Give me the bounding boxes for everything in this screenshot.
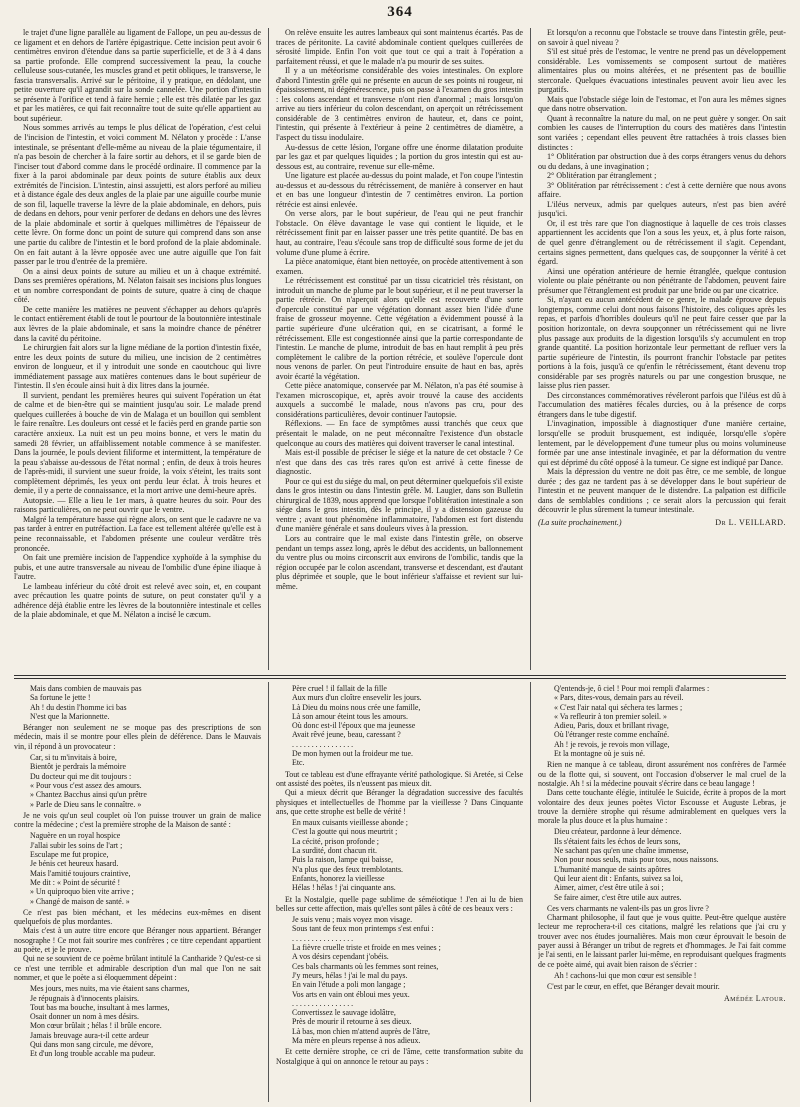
column-separator — [530, 682, 531, 1102]
paragraph: Une ligature est placée au-dessus du point malade, et l'on coupe l'intestin au-dessus et au-dessous du rétrécissement, de manière à conserver en haut et en bas une longueur d'intestin de 7 centimètres environ. La portion rétrécie est ainsi enlevée. — [276, 171, 523, 209]
verse-line: » Un quiproquo bien vite arrive ; — [30, 887, 134, 897]
verse-line: Enfants, honorez la vieillesse — [292, 873, 385, 883]
verse-line: Ces bals charmants où les femmes sont reines, — [292, 961, 439, 971]
verse-line: J'y meurs, hélas ! j'ai le mal du pays. — [292, 970, 408, 980]
paragraph: Qui a mieux décrit que Béranger la dégradation successive des facultés physiques et intellectuelles de l'homme par la vieillesse ? Dans Cinquante ans, que cette strophe est belle de vérité ! — [276, 788, 523, 816]
paragraph: Et la Nostalgie, quelle page sublime de séméiotique ! J'en ai lu de bien belles sur cette affection, mais qu'elles sont pâles à côté de ces beaux vers : — [276, 894, 523, 913]
paragraph: Il y a un météorisme considérable des voies intestinales. On explore d'abord l'intestin grêle qui ne présente en aucun de ses points ni rougeur, ni épaississement, ni dégénérescence, puis on passe à l'examen du gros intestin : les colons ascendant et transverse n'ont rien d'anormal ; mais lorsqu'on arrive au tiers inférieur du colon descendant, on aperçoit un rétrécissement considérable de 3 centimètres environ de hauteur, et, dans ce point, l'intestin, qui présente à l'extérieur à peine 2 centimètres de diamètre, a l'aspect du tissu inodulaire. — [276, 66, 523, 143]
bottom-column-1 — [14, 682, 261, 1102]
top-column-3 — [538, 28, 786, 670]
paragraph: Mais c'est à un autre titre encore que Béranger nous appartient. Béranger nosographe ! Ce mot fait sourire mes confrères ; ce titre cependant appartient au poète, et je le prouve. — [14, 926, 261, 955]
verse-line: Car, si tu m'invitais à boire, — [30, 753, 117, 763]
top-column-2 — [276, 28, 523, 670]
verse-line: » Chantez Bacchus ainsi qu'un prêtre — [30, 790, 147, 800]
paragraph: Réflexions. — En face de symptômes aussi tranchés que ceux que présentait le malade, on ne peut méconnaître l'existence d'un obstacle quelconque au cours des matières qui doivent traverser le canal intestinal. — [276, 419, 523, 448]
verse-line: Qui dans mon sang circule, me dévore, — [30, 1039, 154, 1049]
verse-line: La fièvre cruelle triste et froide en mes veines ; — [292, 943, 441, 953]
verse-block — [554, 684, 786, 758]
verse-line: Adieu, Paris, doux et brillant rivage, — [554, 721, 669, 731]
paragraph: Lors au contraire que le mal existe dans l'intestin grêle, on observe pendant un temps assez long, après le début des accidents, un ballonnement du ventre plus ou moins circonscrit aux environs de l'ombilic, tandis que la région occupée par le colon ascendant, transverse et descendant, est d'autant plus déprimée et souple, que le bout inférieur s'affaisse et revient sur lui-même. — [276, 533, 523, 591]
verse-line: Je répugnais à d'innocents plaisirs. — [30, 993, 140, 1003]
column-separator — [530, 28, 531, 670]
verse-block — [30, 753, 261, 809]
continuation-note: (La suite prochainement.) — [538, 517, 622, 527]
verse-line: Non pour nous seuls, mais pour tous, nous naissons. — [554, 855, 719, 865]
verse-line: Mais l'amitié toujours craintive, — [30, 868, 131, 878]
paragraph: Le rétrécissement est constitué par un tissu cicatriciel très résistant, on introduit un manche de plume par le bout supérieur, et il ne peut traverser la partie rétrécie. On n'aperçoit alors qu'elle est recouverte d'une sorte d'opercule constitué par une végétation donnant assez bien l'idée d'une fraise de grosseur moyenne. Cette végétation a évidemment poussé à la partie supérieure d'une ulcération qui, en se cicatrisant, a formé le rétrécissement. Elle est congestionnée ainsi que la partie correspondante de l'intestin. Le manche de plume, introduit de bas en haut remplit à peu près complètement le calibre de la portion rétrécie, et soulève l'opercule dont nous venons de parler. On peut l'introduire ensuite de haut en bas, après avoir écarté la végétation. — [276, 276, 523, 381]
section-divider — [14, 675, 786, 676]
verse-line: L'humanité manque de saints apôtres — [554, 864, 671, 874]
paragraph: Mais est-il possible de préciser le siége et la nature de cet obstacle ? Ce n'est que dans des cas très rares qu'on est arrivé à cette finesse de diagnostic. — [276, 448, 523, 477]
verse-block — [30, 984, 261, 1058]
paragraph: Il survient, pendant les premières heures qui suivent l'opération un état de calme et de bien-être qui se maintient jusqu'au soir. Le malade prend quelques cuillerées à bouche de vin de Malaga et un bouillon qui semblent le faire renaître. Les douleurs ont cessé et le faciès perd en grande partie son caractère anxieux. La nuit est un peu moins bonne, et vers le matin du samedi 28 février, un affaiblissement notable commence à se manifester. Dans la journée, le pouls devient filiforme et intermittent, la température de la peau s'abaisse au-dessous de l'état normal ; enfin, de deux à trois heures de l'après-midi, il survient une sueur froide, la voix s'éteint, les traits sont complètement déprimés, les yeux ont perdu leur éclat. À trois heures et demie, il y a perte de connaissance, et la mort arrive une demi-heure après. — [14, 390, 261, 496]
verse-line: La cécité, prison profonde ; — [292, 836, 379, 846]
verse-line: Bientôt je perdrais la mémoire — [30, 762, 126, 772]
verse-line: Ne sachant pas qu'en une chaîne immense, — [554, 846, 689, 856]
paragraph: On relève ensuite les autres lambeaux qui sont maintenus écartés. Pas de traces de péritonite. La cavité abdominale contient quelques cuillerées de sérosité limpide. Enfin l'on voit que tout ce qui a trait à l'opération a parfaitement réussi, et que le malade n'a pu mourir de ses suites. — [276, 28, 523, 66]
verse-line: Où donc est-il l'époux que ma jeunesse — [292, 721, 416, 731]
verse-line: Qui leur aient dit : Enfants, suivez sa loi, — [554, 873, 683, 883]
verse-line: Là Dieu du moins nous crée une famille, — [292, 702, 421, 712]
verse-line: Ah ! du destin l'homme ici bas — [30, 702, 127, 712]
verse-line: . . . . . . . . . . . . . . . . — [292, 739, 354, 749]
verse-line: « Va refleurir à ton premier soleil. » — [554, 711, 667, 721]
verse-line: Je bénis cet heureux hasard. — [30, 859, 119, 869]
paragraph: Rien ne manque à ce tableau, diront assurément nos confrères de l'armée ou de la flotte qui, si souvent, ont l'occasion d'observer le mal cruel de la nostalgie. Ah ! si la médecine pouvait s'écrire dans ce beau langage ! — [538, 760, 786, 788]
paragraph: La pièce anatomique, étant bien nettoyée, on procède attentivement à son examen. — [276, 257, 523, 276]
verse-line: Me dit : « Point de sécurité ! — [30, 877, 121, 887]
verse-line: Osait donner un nom à mes désirs. — [30, 1012, 139, 1022]
verse-line: Aimer, aimer, c'est être utile à soi ; — [554, 883, 664, 893]
verse-line: Aux murs d'un cloître ensevelir les jours. — [292, 693, 422, 703]
verse-line: . . . . . . . . . . . . . . . . — [292, 933, 354, 943]
paragraph: le trajet d'une ligne parallèle au ligament de Fallope, un peu au-dessus de ce ligament et en dehors de l'artère épigastrique. Cette incision peut avoir 6 centimètres environ d'étendue dans sa partie superficielle, et de 3 à 4 dans sa partie profonde. Elle comprend successivement la peau, la couche celluleuse sous-cutanée, les muscles grand et petit obliques, le transverse, le fascia transversalis. Arrivé sur le péritoine, il y pratique, en dédolant, une petite ouverture qu'il agrandit sur la sonde cannelée. Une portion d'intestin se présente à l'orifice et tend à faire hernie ; elle est très dilatée par les gaz et par les matières, ce qui fait reconnaître tout de suite qu'elle appartient au bout supérieur. — [14, 28, 261, 123]
verse-line: Mes jours, mes nuits, ma vie étaient sans charmes, — [30, 984, 190, 994]
paragraph: Mais que l'obstacle siége loin de l'estomac, et l'on aura les mêmes signes que dans notre observation. — [538, 94, 786, 114]
paragraph: C'est par le cœur, en effet, que Béranger devait mourir. — [547, 982, 720, 992]
signature-row — [538, 518, 786, 528]
paragraph: Mais la dépression du ventre ne doit pas être, ce me semble, de longue durée ; des gaz ne tardent pas à se développer dans le bout supérieur de l'intestin et ne peuvent manquer de le distendre. La palpation est difficile dans de semblables conditions ; ce serait alors la percussion qui ferait découvrir le plus sûrement la tumeur intestinale. — [538, 467, 786, 515]
paragraph: Nous sommes arrivés au temps le plus délicat de l'opération, c'est celui de l'incision de l'intestin, et voici comment M. Nélaton y procède : L'anse intestinale, se présentant d'elle-même au niveau de la plaie tégumentaire, il n'a pas besoin de chercher à la faire sortir au dehors, et il se garde bien de l'inciser tout d'abord comme dans le procédé ordinaire. Il commence par la fixer à la paroi abdominale par deux points de suture établis aux deux extrémités de l'incision. L'intestin, ainsi assujetti, est alors perforé au milieu et à distance égale des deux angles de la plaie par une aiguille courbe munie de son fil, laquelle traverse la lèvre de la plaie abdominale, en dehors, puis de dedans en dehors, pour venir perforer de dedans en dehors une des lèvres de la plaie abdominale et sortir à quelques millimètres de l'épaisseur de cette lèvre. On forme donc un point de suture qui comprend dans son anse une partie du calibre de l'intestin et le bord profond de la plaie abdominale. On en fait autant à la lèvre opposée avec une autre aiguille que l'on fait passer par le trou d'entrée de la première. — [14, 123, 261, 267]
paragraph: Qui ne se souvient de ce poème brûlant intitulé la Cantharide ? Qu'est-ce si ce n'est une terrible et admirable description d'un mal que l'on ne sait nommer, et que le poète a si éloquemment dépeint : — [14, 954, 261, 982]
paragraph: Ce n'est pas bien méchant, et les médecins eux-mêmes en disent quelquefois de plus mordantes. — [14, 907, 261, 927]
verse-line: Mon cœur brûlait ; hélas ! il brûle encore. — [30, 1021, 162, 1031]
page-number: 364 — [387, 4, 413, 20]
paragraph: On verse alors, par le bout supérieur, de l'eau qui ne peut franchir l'obstacle. On élève davantage le vase qui contient le liquide, et le rétrécissement finit par en laisser passer une très petite quantité. De bas en haut, au contraire, l'eau s'écoule sans trop de difficulté sous forme de jet du volume d'une plume à écrire. — [276, 209, 523, 257]
verse-line: Tout bas ma bouche, insultant à mes larmes, — [30, 1002, 170, 1012]
paragraph: Je ne vois qu'un seul couplet où l'on puisse trouver un grain de malice contre la médecine ; c'est la première strophe de la Maison de santé : — [14, 810, 261, 830]
paragraph: Cette pièce anatomique, conservée par M. Nélaton, n'a pas été soumise à l'examen microscopique, et, après avoir trouvé la cause des accidents auxquels a succombé le malade, nous n'avons pas cru, pour des considérations particulières, devoir continuer l'autopsie. — [276, 381, 523, 419]
paragraph: On fait une première incision de l'appendice xyphoïde à la symphise du pubis, et une autre transversale au niveau de l'ombilic d'une épine iliaque à l'autre. — [14, 553, 261, 582]
verse-line: Et d'un long trouble accable ma pudeur. — [30, 1049, 156, 1059]
verse-line: Convertissez le sauvage idolâtre, — [292, 1008, 396, 1018]
verse-line: « Pour vous c'est assez des amours. — [30, 780, 142, 790]
paragraph: Autopsie. — Elle a lieu le 1er mars, à quatre heures du soir. Pour des raisons particulières, on ne peut ouvrir que le ventre. — [14, 495, 261, 515]
verse-line: Ah ! je revois, je revois mon village, — [554, 739, 670, 749]
verse-line: Où l'étranger reste comme enchaîné. — [554, 730, 670, 740]
verse-line: Père cruel ! il fallait de la fille — [292, 684, 387, 693]
paragraph: Or, il est très rare que l'on diagnostique à laquelle de ces trois classes appartiennent les accidents que l'on a sous les yeux, et, à plus forte raison, de quel genre d'étranglement ou de rétrécissement il s'agit. Cependant, certains signes permettent, dans quelques cas, de soupçonner la vérité à cet égard. — [538, 218, 786, 267]
verse-line: Jamais breuvage aura-t-il cette ardeur — [30, 1030, 149, 1040]
bottom-column-2 — [276, 682, 523, 1102]
verse-block — [292, 818, 523, 892]
verse-line: Sous tant de feux mon printemps s'est enfui : — [292, 924, 434, 934]
paragraph: On a ainsi deux points de suture au milieu et un à chaque extrémité. Dans ses premières opérations, M. Nélaton faisait ses incisions plus longues et un nombre correspondant de points de suture, quatre à cinq de chaque côté. — [14, 266, 261, 305]
paragraph: 3° Oblitération par rétrécissement : c'est à cette dernière que nous avons affaire. — [538, 180, 786, 200]
paragraph: Le lambeau inférieur du côté droit est relevé avec soin, et, en coupant avec précaution les quatre points de suture, on peut constater qu'il y a adhérence déjà établie entre les lèvres de la boutonnière intestinale et celles de la plaie abdominale, et que M. Nélaton a incisé le cæcum. — [14, 581, 261, 620]
verse-line: J'allai subir les soins de l'art ; — [30, 840, 123, 850]
paragraph: 2° Oblitération par étranglement ; — [547, 171, 657, 181]
verse-line: Esculape me fut propice, — [30, 850, 109, 860]
verse-line: . . . . . . . . . . . . . . . . — [292, 998, 354, 1008]
verse-line: N'est que la Marionnette. — [30, 711, 110, 721]
paragraph: Et lorsqu'on a reconnu que l'obstacle se trouve dans l'intestin grêle, peut-on savoir à quel niveau ? — [538, 28, 786, 47]
paragraph: S'il est situé près de l'estomac, le ventre ne prend pas un développement considérable. Les vomissements se composent surtout de matières alimentaires plus ou moins altérées, et ne présentent pas de bouillie stercorale. Quelques évacuations intestinales peuvent avoir lieu avec les purgatifs. — [538, 47, 786, 95]
top-column-1 — [14, 28, 261, 670]
paragraph: Si, n'ayant eu aucun antécédent de ce genre, le malade éprouve depuis longtemps, comme celui dont nous faisons l'histoire, des coliques après les repas, et parfois d'horribles douleurs qu'il ne peut faire cesser que par la position horizontale, on devra soupçonner un rétrécissement qui ne livre plus passage aux produits de la digestion lorsqu'ils s'y accumulent en trop grande quantité. La position horizontale leur permettant de refluer vers la partie supérieure de l'intestin, ils pourront franchir l'obstacle par petites portions à la fois, jusqu'à ce qu'enfin le rétrécissement, étant devenu trop considérable par ses progrès naturels ou par une congestion brusque, ne laisse plus rien passer. — [538, 295, 786, 391]
column-separator — [268, 682, 269, 1102]
verse-line: En vain l'étude a poli mon langage ; — [292, 980, 406, 990]
verse-line: Et la montagne où je suis né. — [554, 749, 645, 759]
verse-line: C'est la goutte qui nous meurtrit ; — [292, 827, 398, 837]
verse-line: Là bas, mon chien m'attend auprès de l'âtre, — [292, 1026, 431, 1036]
paragraph: Béranger non seulement ne se moque pas des prescriptions de son médecin, mais il se montre pour elles plein de déférence. Dans le Mauvais vin, il répond à un provocateur : — [14, 723, 261, 751]
column-separator — [268, 28, 269, 670]
verse-line: Du docteur qui me dit toujours : — [30, 771, 132, 781]
paragraph: Tout ce tableau est d'une effrayante vérité pathologique. Si Aretée, si Celse ont assisté des poètes, ils n'eussent pas mieux dit. — [276, 769, 523, 788]
verse-line: N'a plus que des feux tremblotants. — [292, 864, 403, 874]
paragraph: Le chirurgien fait alors sur la ligne médiane de la portion d'intestin fixée, entre les deux points de suture du milieu, une incision de 2 centimètres environ de longueur, et il y introduit une sonde en caoutchouc qui livre immédiatement passage aux matières contenues dans le bout supérieur de l'intestin. Il s'en écoule ainsi huit à dix litres dans la journée. — [14, 343, 261, 391]
verse-line: Se faire aimer, c'est être utile aux autres. — [554, 892, 682, 902]
verse-line: Ah ! cachons-lui que mon cœur est sensible ! — [554, 970, 697, 980]
paragraph: Au-dessus de cette lésion, l'organe offre une énorme dilatation produite par les gaz et par quelques liquides ; la portion du gros intestin qui est au-dessous est, au contraire, revenue sur elle-même. — [276, 142, 523, 171]
verse-line: Ils s'étaient faits les échos de leurs sons, — [554, 836, 681, 846]
paragraph: L'invagination, impossible à diagnostiquer d'une manière certaine, lorsqu'elle se produit brusquement, est indiquée, lorsqu'elle s'opère lentement, par le développement d'une tumeur plus ou moins volumineuse formée par une anse intestinale invaginée, et par la déformation du ventre qui est déprimé du côté opposé à la tumeur. Ce signe est indiqué par Dance. — [538, 419, 786, 467]
verse-line: Naguère en un royal hospice — [30, 831, 121, 841]
verse-line: « Pars, dites-vous, demain pars au réveil. — [554, 693, 684, 703]
verse-line: Hélas ! hélas ! j'ai cinquante ans. — [292, 883, 396, 893]
verse-line: Je suis venu ; mais voyez mon visage. — [292, 915, 413, 925]
verse-line: De mon hymen out la froideur me tue. — [292, 749, 413, 759]
paragraph: 1° Oblitération par obstruction due à des corps étrangers venus du dehors ou du dedans, à une invagination ; — [538, 152, 786, 171]
verse-block — [30, 831, 261, 905]
paragraph: Malgré la température basse qui règne alors, on sent que le cadavre ne va pas tarder à entrer en putréfaction. La face est tellement altérée qu'elle est à peine reconnaissable, et l'abdomen présente une couleur verdâtre très prononcée. — [14, 514, 261, 553]
section-divider — [14, 678, 786, 679]
paragraph: Et cette dernière strophe, ce cri de l'âme, cette transformation subite du Nostalgique à qui on annonce le retour au pays : — [276, 1047, 523, 1066]
verse-line: « C'est l'air natal qui séchera tes larmes ; — [554, 702, 683, 712]
verse-block — [292, 915, 523, 1045]
verse-line: Etc. — [292, 758, 305, 768]
paragraph: L'iléus nerveux, admis par quelques auteurs, n'est pas bien avéré jusqu'ici. — [538, 199, 786, 219]
verse-line: La surdité, dont chacun rit. — [292, 846, 378, 856]
paragraph: Dans cette touchante élégie, intitulée le Suicide, écrite à propos de la mort volontaire des deux jeunes poètes Victor Escousse et Auguste Lebras, je trouve la dernière strophe qui résume admirablement en quelques vers la morale la plus douce et la plus humaine : — [538, 788, 786, 826]
author-signature: Amédée Latour. — [723, 993, 786, 1003]
paragraph: Charmant philosophe, il faut que je vous quitte. Peut-être quelque austère lecteur me reprochera-t-il ces citations, malgré les relations que j'ai cru y trouver avec nos études journalières. Mais mon cœur éprouvait le besoin de payer aussi à Béranger un tribut de regrets et d'hommages. Je l'ai fait comme je l'ai senti, en le laissant parler lui-même, en reproduisant quelques fragments de ce poète aimé, qui avait bien raison de s'écrier : — [538, 913, 786, 969]
verse-line: Avait rêvé jeune, beau, caressant ? — [292, 730, 401, 740]
verse-line: Puis la raison, lampe qui baisse, — [292, 855, 394, 865]
paragraph: Ces vers charmants ne valent-ils pas un gros livre ? — [547, 903, 709, 913]
verse-block — [554, 827, 786, 901]
verse-line: Q'entends-je, ô ciel ! Pour moi rempli d'alarmes : — [554, 684, 710, 693]
verse-line: » Parle de Dieu sans le connaître. » — [30, 799, 142, 809]
verse-line: Mais dans combien de mauvais pas — [30, 684, 142, 693]
paragraph: De cette manière les matières ne peuvent s'échapper au dehors qu'après le contact entièrement établi de tout le pourtour de la boutonnière intestinale aux lèvres de la plaie abdominale, et sans la moindre chance de pénétrer dans la cavité du péritoine. — [14, 304, 261, 343]
paragraph: Pour ce qui est du siége du mal, on peut déterminer quelquefois s'il existe dans le gros intestin ou dans l'intestin grêle. M. Laugier, dans son Bulletin chirurgical de 1839, nous apprend que lorsque l'oblitération intestinale a son siége dans le gros intestin, dès le principe, il y a distension gazeuse du ventre ; avant tout phénomène inflammatoire, l'abdomen est fort distendu d'une manière générale et sans douleurs vives à la pression. — [276, 476, 523, 534]
author-signature: Dr L. VEILLARD. — [715, 517, 786, 527]
verse-line: Sa fortune le jette ! — [30, 693, 91, 703]
verse-block — [554, 971, 786, 980]
verse-line: En maux cuisants vieillesse abonde ; — [292, 818, 408, 828]
verse-block — [30, 684, 261, 721]
verse-line: Ma mère en pleurs repense à nos adieux. — [292, 1035, 421, 1045]
verse-line: A vos désirs cependant j'obéis. — [292, 952, 389, 962]
paragraph: Quant à reconnaître la nature du mal, on ne peut guère y songer. On sait combien les causes de l'interruption du cours des matières dans l'intestin sont variées ; cependant elles peuvent être rattachées à trois classes bien distinctes : — [538, 113, 786, 152]
verse-block — [292, 684, 523, 768]
paragraph: Ainsi une opération antérieure de hernie étranglée, quelque contusion violente ou plaie pénétrante ou non pénétrante de l'abdomen, peuvent faire présumer que l'étranglement est produit par une bride ou par une cicatrice. — [538, 266, 786, 295]
paragraph: Des circonstances commémoratives révéleront parfois que l'iléus est dû à l'accumulation des matières fécales durcies, ou à la présence de corps étrangers dans le tube digestif. — [538, 390, 786, 419]
verse-line: Près de mourir il retourne à ses dieux. — [292, 1017, 412, 1027]
verse-line: » Changé de maison de santé. » — [30, 896, 130, 906]
verse-line: Là son amour éteint tous les amours. — [292, 711, 408, 721]
verse-line: Vos arts en vain ont ébloui mes yeux. — [292, 989, 410, 999]
bottom-column-3 — [538, 682, 786, 1102]
verse-line: Dieu créateur, pardonne à leur démence. — [554, 827, 682, 837]
